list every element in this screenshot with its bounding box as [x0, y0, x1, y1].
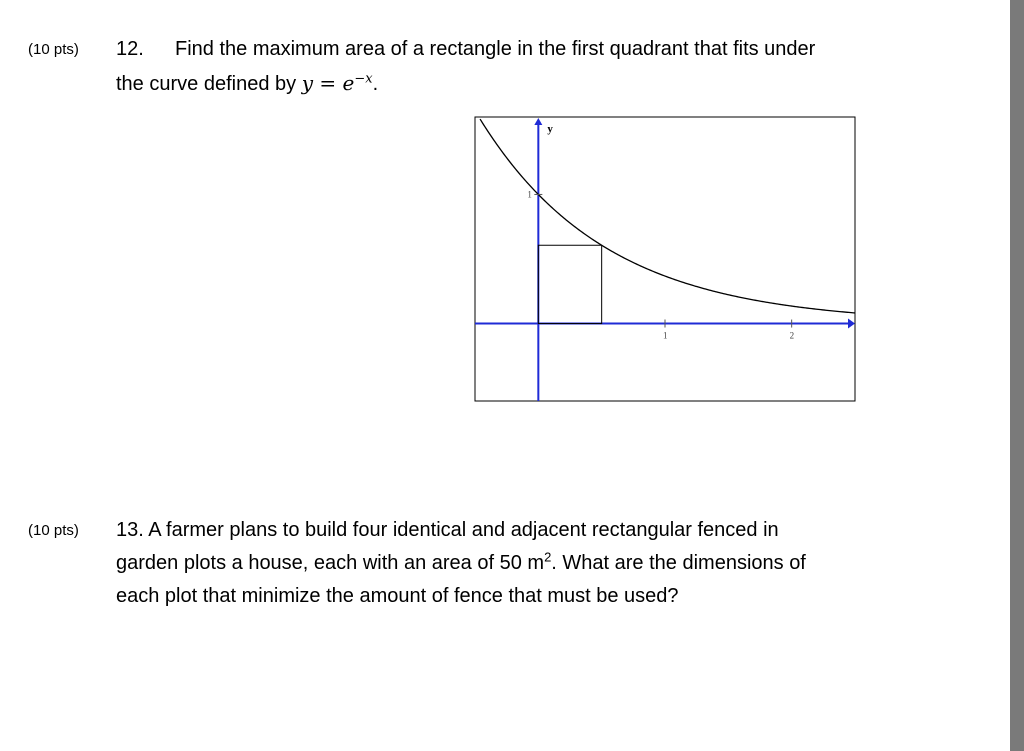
- window-edge: [1010, 0, 1024, 751]
- q12-number: 12.: [116, 38, 144, 60]
- q12-line2-prefix: the curve defined by: [116, 73, 297, 95]
- q13-points: (10 pts): [28, 522, 79, 539]
- q13-line2-prefix: garden plots a house, each with an area of 50 m: [116, 552, 545, 574]
- x-tick-label-1: 1: [663, 330, 668, 341]
- graph-frame: [475, 117, 855, 401]
- q12-line2: [116, 71, 378, 96]
- exponential-graph: [474, 116, 856, 402]
- q13-line1: 13. A farmer plans to build four identical and adjacent rectangular fenced in: [116, 519, 779, 541]
- q12-line1: Find the maximum area of a rectangle in the first quadrant that fits under: [175, 38, 816, 60]
- q12-period: .: [372, 73, 379, 95]
- q12-equation: $y = e^{-x}$: [301, 71, 373, 95]
- q12-points: (10 pts): [28, 41, 79, 58]
- q13-line2-suffix: . What are the dimensions of: [551, 552, 806, 574]
- x-tick-label-2: 2: [789, 330, 795, 341]
- q13-squared: 2: [544, 549, 552, 565]
- y-axis-label: y: [547, 123, 553, 135]
- y-tick-label-1: 1: [527, 189, 532, 200]
- q13-line2: [116, 549, 806, 575]
- q13-line3: each plot that minimize the amount of fence that must be used?: [116, 585, 679, 607]
